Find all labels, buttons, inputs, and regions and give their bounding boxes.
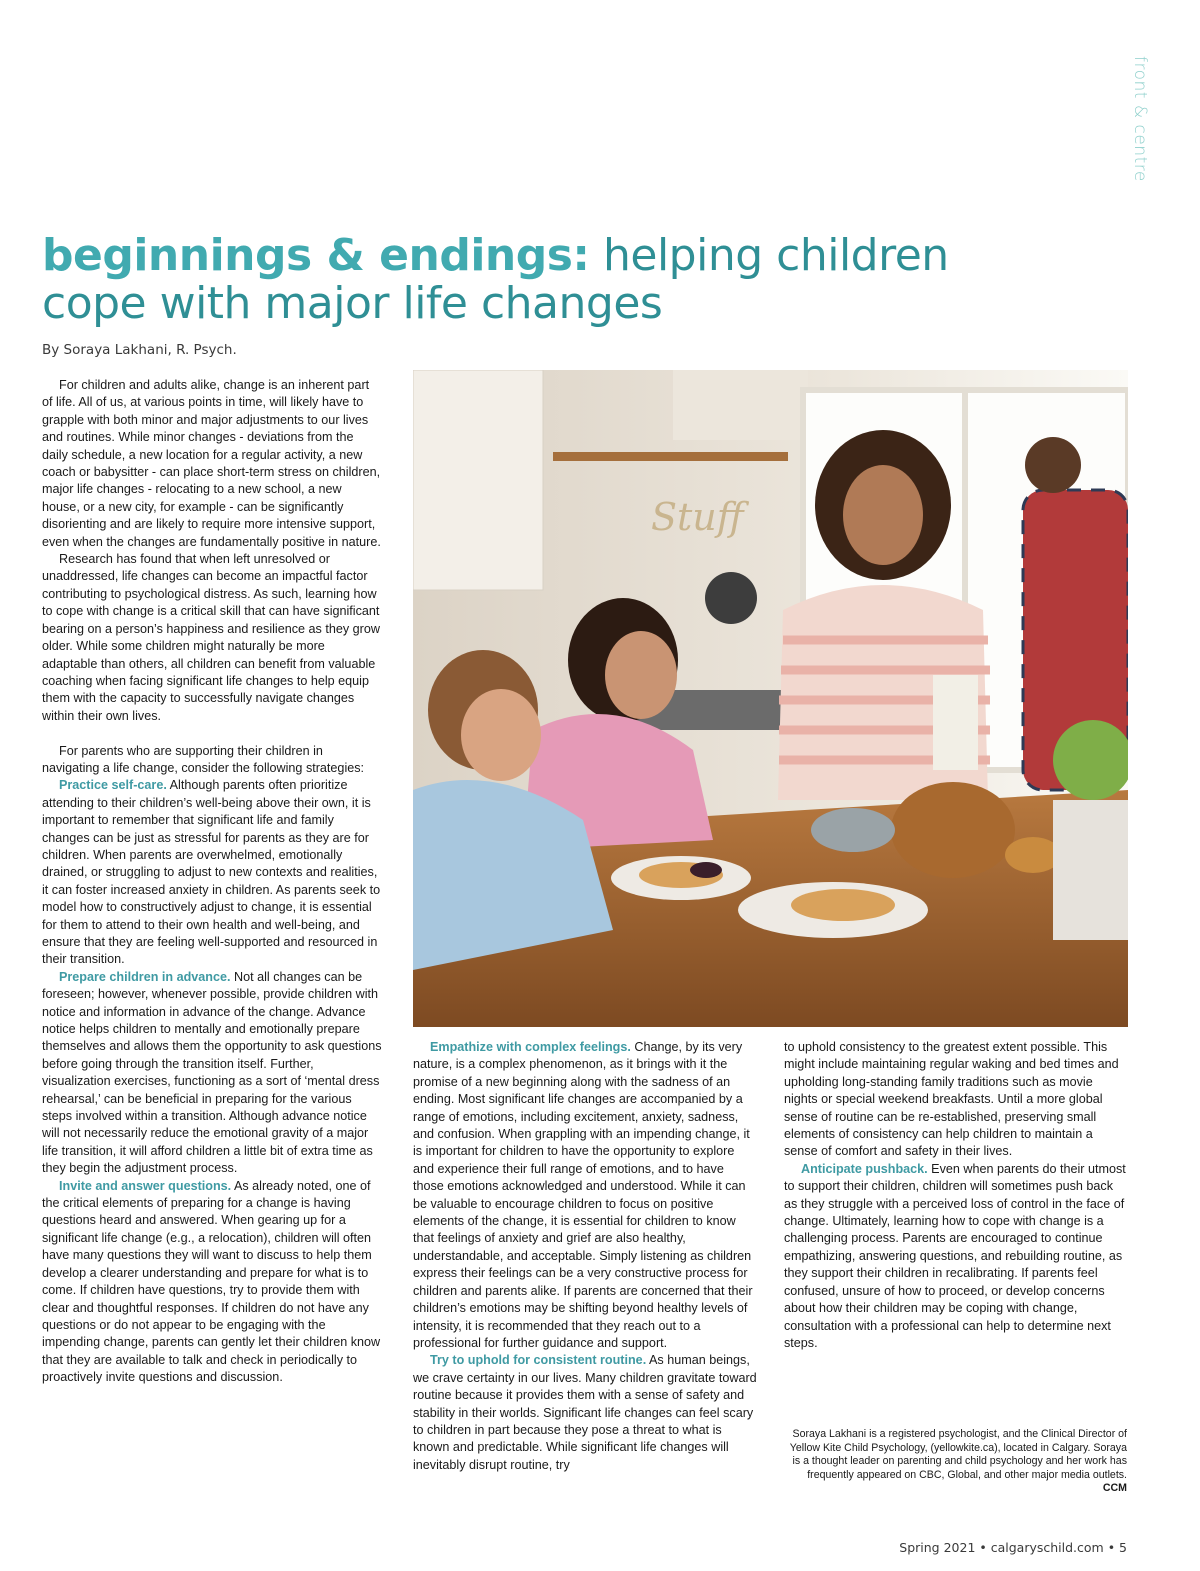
strategy-questions <box>42 1178 382 1387</box>
byline: By Soraya Lakhani, R. Psych. <box>42 342 237 358</box>
intro-paragraph-1: For children and adults alike, change is an inherent part of life. All of us, at various points in time, will likely have to grapple with both minor and major adjustments to our lives and routines. While minor changes - deviations from the daily schedule, a new location for a regular activity, a new coach or babysitter - can place short-term stress on children, major life changes - relocating to a new school, a new house, or a new city, for example - can be significantly disorienting and are likely to require more intensive support, even when the changes are fundamentally positive in nature. <box>42 378 381 549</box>
strategy-body: Not all changes can be foreseen; however, whenever possible, provide children with notice and information in advance of the change. Advance notice helps children to mentally and emotionally prepare themselves and allows them the opportunity to ask questions before going through the transition itself. Further, visualization exercises, functioning as a sort of ‘mental dress rehearsal,’ can be beneficial in preparing for the various steps involved within a transition. Although advance notice will not necessarily reduce the emotional gravity of a major life transition, it will afford children a little bit of extra time as they begin the adjustment process. <box>42 969 382 1176</box>
strategy-heading: Try to uphold for consistent routine. <box>430 1353 647 1368</box>
section-label: front & centre <box>1130 56 1150 182</box>
strategy-body: As already noted, one of the critical elements of preparing for a change is having questions heard and answered. When gearing up for a significant life change (e.g., a relocation), children will often have many questions they will want to discuss to help them develop a clearer understanding and prepare for what is to come. If children have questions, try to provide them with clear and thoughtful responses. If children do not have any questions or do not appear to be engaging with the impending change, parents can gently let their children know that they are available to talk and check in periodically to proactively invite questions and discussion. <box>42 1178 381 1385</box>
strategy-feelings <box>413 1039 757 1352</box>
photo-illustration <box>413 370 1128 1027</box>
strategy-heading: Anticipate pushback. <box>801 1161 928 1176</box>
strategy-body: As human beings, we crave certainty in our lives. Many children gravitate toward routine because it provides them with a sense of safety and stability in their worlds. Significant life changes can feel scary to children in part because they pose a threat to what is known and predictable. While significant life changes will inevitably disrupt routine, try <box>413 1353 757 1472</box>
intro-paragraph-3: For parents who are supporting their children in navigating a life change, consider the following strategies: <box>42 743 365 775</box>
strategy-heading: Prepare children in advance. <box>59 969 231 984</box>
author-bio <box>784 1428 1127 1496</box>
strategy-heading: Empathize with complex feelings. <box>430 1040 631 1054</box>
strategy-body: Change, by its very nature, is a complex phenomenon, as it brings with it the promise of a new beginning along with the sadness of an ending. Most significant life changes are accompanied by a range of emotions, including excitement, anxiety, sadness, and confusion. When grappling with an impending change, it is important for children to have the opportunity to explore and experience their full range of emotions, and to have those emotions acknowledged and understood. While it can be valuable to encourage children to focus on positive elements of the change, it is essential for children to know that feelings of anxiety and grief are also healthy, understandable, and acceptable. Simply listening as children express their feelings can be a very constructive process for children and parents alike. If parents are concerned that their children’s emotions may be shifting beyond healthy levels of intensity, it is recommended that they reach out to a professional for further guidance and support. <box>413 1040 753 1350</box>
strategy-advance <box>42 969 382 1178</box>
strategy-body: Although parents often prioritize attending to their children’s well-being above their own, it is important to remember that significant life and family changes can be just as stressful for parents as they are for children. When parents are overwhelmed, emotionally drained, or struggling to adjust to new contexts and realities, it can foster increased anxiety in children. As parents seek to model how to constructively adjust to change, it is essential for them to attend to their own health and well-being, and ensure that they are feeling well-supported and resourced in their transition. <box>42 778 381 967</box>
publication-mark: CCM <box>1102 1482 1127 1495</box>
strategy-pushback <box>784 1161 1128 1352</box>
photo-sign: Stuff <box>651 495 744 539</box>
strategy-routine <box>413 1352 757 1474</box>
title-rest: helping children cope with major life changes <box>42 230 949 329</box>
family-kitchen-photo <box>413 370 1128 1027</box>
column-1 <box>42 377 382 1387</box>
strategy-body: Even when parents do their utmost to support their children, children will sometimes push back as they struggle with a perceived loss of control in the face of change. Ultimately, learning how to cope with change is a challenging process. Parents are encouraged to continue empathizing, answering questions, and rebuilding routine, as they support their children in recalibrating. If parents feel confused, unsure of how to proceed, or develop concerns about how their children may be coping with change, consultation with a professional can help to determine next steps. <box>784 1161 1126 1350</box>
column-2 <box>413 1039 757 1474</box>
page-title <box>42 232 1042 328</box>
strategy-self-care <box>42 777 382 968</box>
page-footer: Spring 2021 • calgaryschild.com • 5 <box>899 1540 1127 1555</box>
strategy-heading: Practice self-care. <box>59 778 167 793</box>
author-bio-text: Soraya Lakhani is a registered psychologist, and the Clinical Director of Yellow Kite Child Psychology, (yellowkite.ca), located in Calgary. Soraya is a thought leader on parenting and child psychology and her work has frequently appeared on CBC, Global, and other major media outlets. <box>789 1428 1127 1481</box>
title-bold: beginnings & endings: <box>42 230 590 281</box>
strategy-routine-continued: to uphold consistency to the greatest extent possible. This might include maintaining regular waking and bed times and upholding long-standing family traditions such as movie nights or special weekend breakfasts. Until a more global sense of routine can be re-established, preserving small elements of consistency can help children to maintain a sense of comfort and safety in their lives. <box>784 1040 1119 1159</box>
column-3 <box>784 1039 1128 1352</box>
strategy-heading: Invite and answer questions. <box>59 1178 232 1193</box>
intro-paragraph-2: Research has found that when left unresolved or unaddressed, life changes can become an impactful factor contributing to psychological distress. As such, learning how to cope with change is a critical skill that can have significant bearing on a person’s happiness and resilience as they grow older. While some children might naturally be more adaptable than others, all children can benefit from valuable coaching when facing significant life changes to help equip them with the capacity to successfully navigate changes within their own lives. <box>42 552 380 723</box>
